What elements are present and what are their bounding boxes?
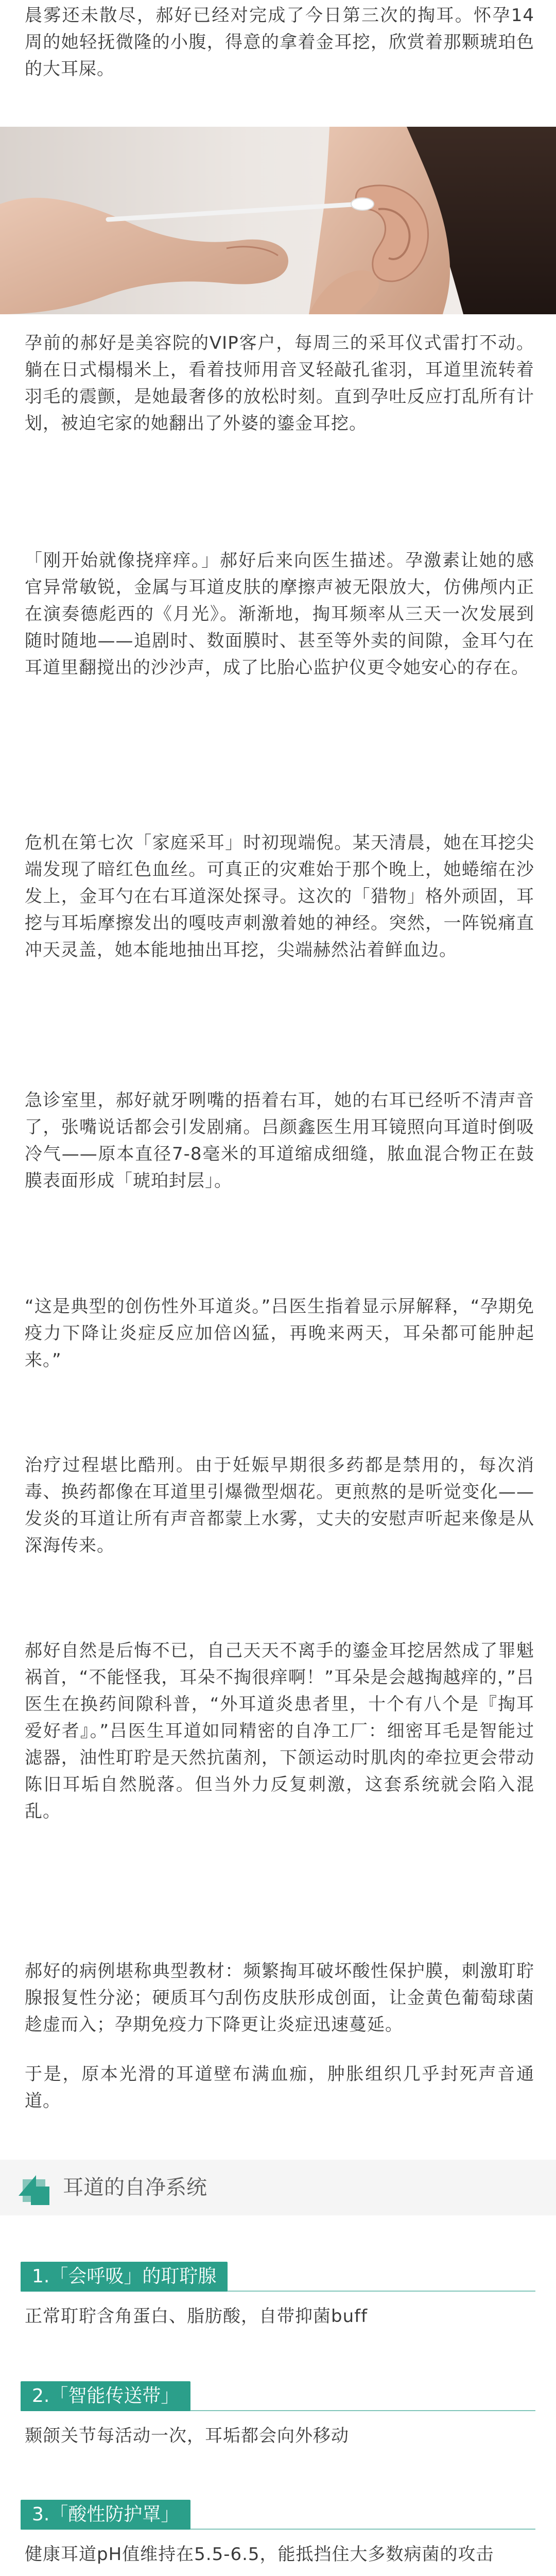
- ear-cleaning-illustration: [0, 127, 556, 314]
- tag-underline: [21, 2291, 535, 2292]
- feature-text: 颞颌关节每活动一次，耳垢都会向外移动: [25, 2426, 349, 2446]
- story-paragraph: 危机在第七次「家庭采耳」时初现端倪。某天清晨，她在耳挖尖端发现了暗红色血丝。可真正的灾难始于那个晚上，她蜷缩在沙发上，金耳勺在右耳道深处探寻。这次的「猎物」格外顽固，耳挖与耳垢摩擦发出的嘎吱声刺激着她的神经。突然，一阵锐痛直冲天灵盖，她本能地抽出耳挖，尖端赫然沾着鲜血边。: [25, 833, 534, 960]
- feature-text: 健康耳道pH值维持在5.5-6.5，能抵挡住大多数病菌的攻击: [25, 2544, 494, 2565]
- doctor-paragraph-tail: 于是，原本光滑的耳道壁布满血痂，肿胀组织几乎封死声音通道。: [25, 2064, 534, 2111]
- doctor-paragraph: “这是典型的创伤性外耳道炎。”吕医生指着显示屏解释，“孕期免疫力下降让炎症反应加倍凶猛，再晚来两天，耳朵都可能肿起来。”: [25, 1296, 534, 1370]
- story-paragraph: 「刚开始就像挠痒痒。」郝好后来向医生描述。孕激素让她的感官异常敏锐，金属与耳道皮肤的摩擦声被无限放大，仿佛颅内正在演奏德彪西的《月光》。渐渐地，掏耳频率从三天一次发展到随时随地——追剧时、数面膜时、甚至等外卖的间隙，金耳勺在耳道里翻搅出的沙沙声，成了比胎心监护仪更令她安心的存在。: [25, 550, 534, 678]
- banner-square-decoration: [31, 2187, 49, 2205]
- feature-tag: 1.「会呼吸」的耵聍腺: [21, 2262, 228, 2292]
- story-paragraph: 孕前的郝好是美容院的VIP客户，每周三的采耳仪式雷打不动。躺在日式榻榻米上，看着技师用音叉轻敲孔雀羽，耳道里流转着羽毛的震颤，是她最奢侈的放松时刻。直到孕吐反应打乱所有计划，被迫宅家的她翻出了外婆的鎏金耳挖。: [25, 333, 534, 434]
- intro-paragraph: 晨雾还未散尽，郝好已经对完成了今日第三次的掏耳。怀孕14周的她轻抚微隆的小腹，得意的拿着金耳挖，欣赏着那颗琥珀色的大耳屎。: [25, 5, 534, 79]
- doctor-paragraph: 郝好自然是后悔不已，自己天天不离手的鎏金耳挖居然成了罪魁祸首，“不能怪我，耳朵不掏很痒啊！”耳朵是会越掏越痒的，”吕医生在换药间隙科普，“外耳道炎患者里，十个有八个是『掏耳爱好者』。”吕医生耳道如同精密的自净工厂：细密耳毛是智能过滤器，油性耵聍是天然抗菌剂，下颌运动时肌肉的牵拉更会带动陈旧耳垢自然脱落。但当外力反复刺激，这套系统就会陷入混乱。: [25, 1640, 534, 1822]
- feature-tag: 2.「智能传送带」: [21, 2381, 190, 2411]
- tag-underline: [21, 2410, 535, 2411]
- feature-tag: 3.「酸性防护罩」: [21, 2500, 190, 2530]
- story-paragraph: 急诊室里，郝好就牙咧嘴的捂着右耳，她的右耳已经听不清声音了，张嘴说话都会引发剧痛。吕颜鑫医生用耳镜照向耳道时倒吸冷气——原本直径7-8毫米的耳道缩成细缝，脓血混合物正在鼓膜表面形成「琥珀封层」。: [25, 1090, 534, 1191]
- doctor-paragraph: 治疗过程堪比酷刑。由于妊娠早期很多药都是禁用的，每次消毒、换药都像在耳道里引爆微型烟花。更煎熬的是听觉变化——发炎的耳道让所有声音都蒙上水雾，丈夫的安慰声听起来像是从深海传来。: [25, 1455, 534, 1556]
- section-banner-ear-self-cleaning: [0, 2160, 556, 2215]
- feature-text: 正常耵聍含角蛋白、脂肪酸，自带抑菌buff: [25, 2306, 368, 2327]
- hero-photo: [0, 127, 556, 314]
- section-title: 耳道的自净系统: [63, 2176, 207, 2199]
- doctor-paragraph: 郝好的病例堪称典型教材：频繁掏耳破坏酸性保护膜，刺激耵聍腺报复性分泌；硬质耳勺刮伤皮肤形成创面，让金黄色葡萄球菌趁虚而入；孕期免疫力下降更让炎症迅速蔓延。: [25, 1961, 534, 2035]
- tag-underline: [21, 2529, 535, 2530]
